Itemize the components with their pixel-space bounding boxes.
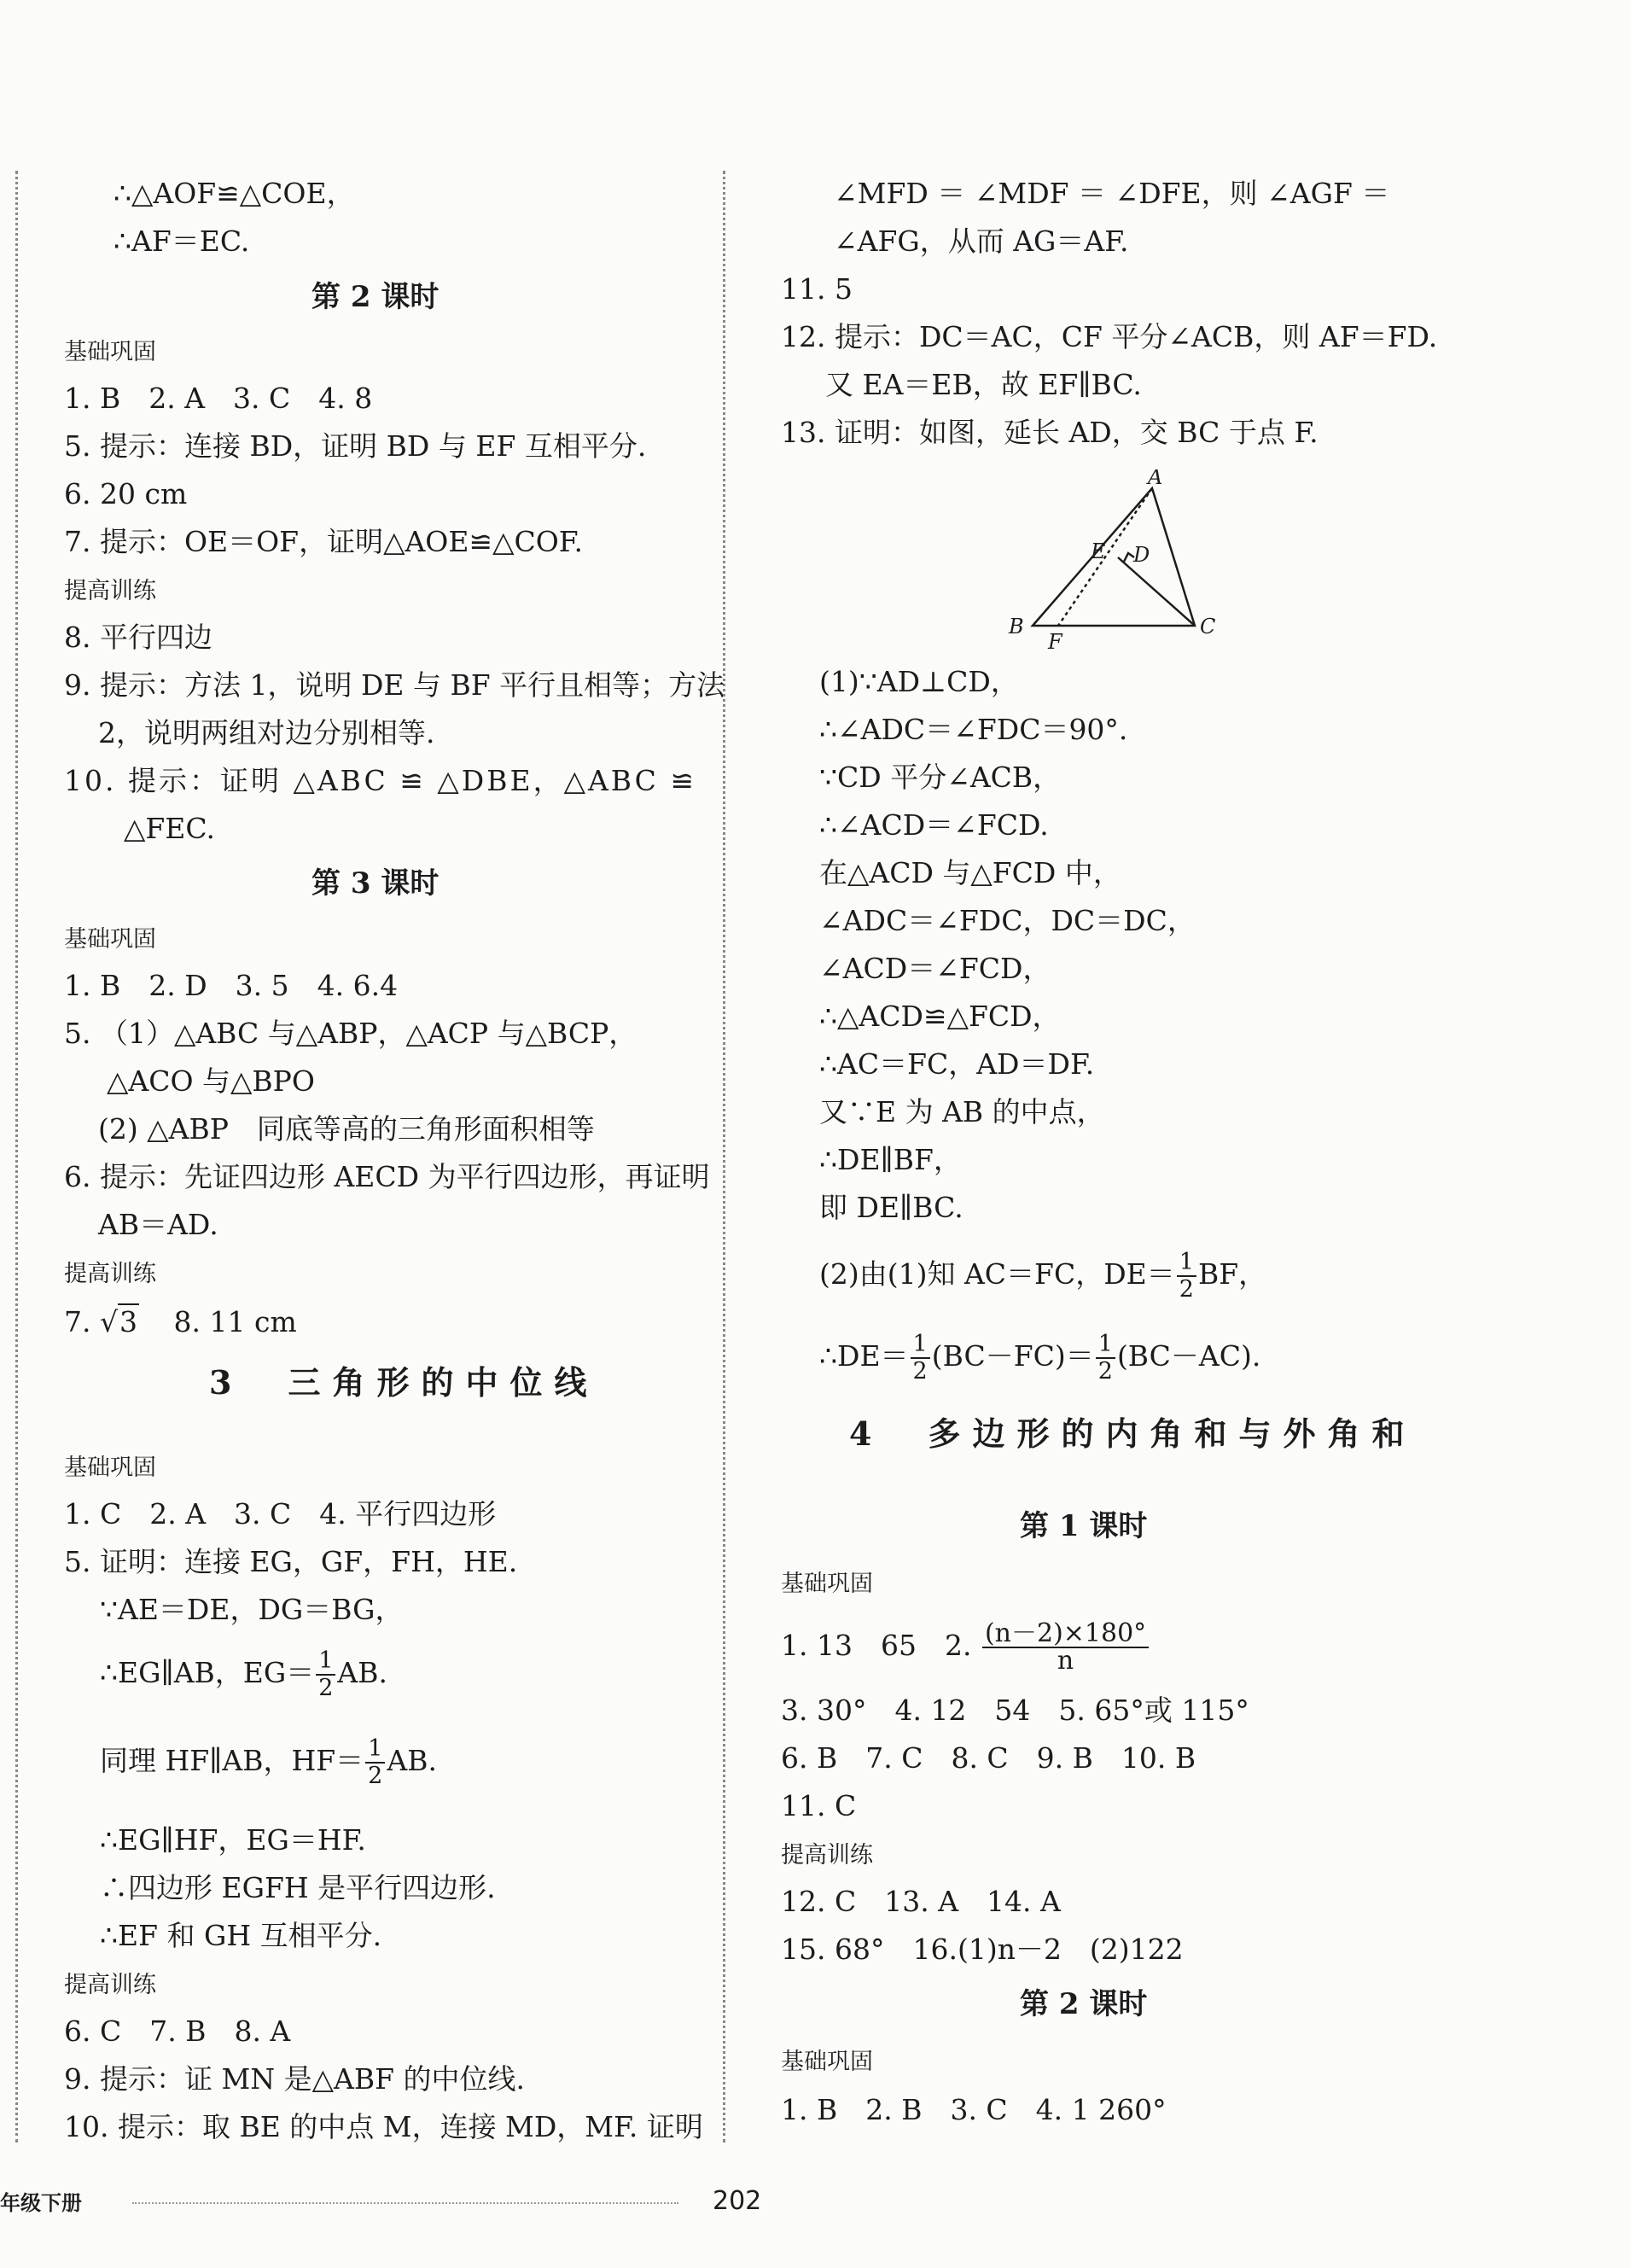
answer-line: 12. 提示：DC＝AC，CF 平分∠ACB，则 AF＝FD.: [781, 320, 1438, 353]
proof-line: 在△ACD 与△FCD 中，: [819, 856, 1121, 889]
answer-line: 9. 提示：证 MN 是△ABF 的中位线.: [64, 2062, 525, 2096]
proof-line: 又∵E 为 AB 的中点，: [819, 1095, 1105, 1128]
binding-margin-line: [15, 171, 18, 2143]
answer-line: △FEC.: [124, 812, 215, 845]
answer-line: 8. 平行四边: [64, 621, 212, 654]
lesson-heading: 第 3 课时: [311, 866, 440, 901]
answer-line: 3. 30° 4. 12 54 5. 65°或 115°: [781, 1694, 1249, 1727]
section-label: 提高训练: [781, 1842, 873, 1869]
fraction-numerator: (n－2)×180°: [982, 1621, 1149, 1648]
fraction-denominator: 2: [1179, 1276, 1194, 1303]
answer-line: 1. B 2. B 3. C 4. 1 260°: [781, 2093, 1167, 2126]
answer-line: 9. 提示：方法 1，说明 DE 与 BF 平行且相等；方法: [64, 668, 725, 702]
lesson-heading: 第 1 课时: [1020, 1509, 1148, 1543]
label-e: E: [1091, 539, 1106, 563]
answer-number: 7.: [64, 1305, 91, 1338]
fraction-denominator: 2: [1097, 1358, 1113, 1385]
fraction: [1096, 1332, 1115, 1385]
proof-text: BF，: [1197, 1257, 1267, 1291]
fraction-denominator: 2: [318, 1675, 334, 1701]
answer-line: 1. B 2. A 3. C 4. 8: [64, 382, 373, 415]
answer-text: 同理 HF∥AB，HF＝: [100, 1744, 364, 1777]
footer-grade: 年级下册: [0, 2191, 82, 2215]
answer-line: 6. C 7. B 8. A: [64, 2014, 291, 2048]
answer-line: 11. 5: [781, 272, 853, 306]
section-label: 提高训练: [64, 1261, 156, 1287]
answer-line: 12. C 13. A 14. A: [781, 1885, 1061, 1918]
section-label: 提高训练: [64, 578, 156, 604]
label-b: B: [1009, 615, 1024, 638]
column-divider: [723, 171, 725, 2143]
answer-text: AB.: [337, 1656, 387, 1689]
answer-text: ∴EG∥AB，EG＝: [100, 1656, 315, 1689]
lesson-heading: 第 2 课时: [311, 280, 440, 314]
proof-line: 即 DE∥BC.: [819, 1191, 963, 1224]
answer-line: 1. B 2. D 3. 5 4. 6.4: [64, 969, 399, 1002]
footer-divider: [132, 2202, 678, 2204]
answer-line: 又 EA＝EB，故 EF∥BC.: [825, 368, 1142, 401]
fraction-denominator: 2: [912, 1358, 928, 1385]
answer-line: 6. B 7. C 8. C 9. B 10. B: [781, 1741, 1196, 1775]
answer-line: ∠MFD ＝ ∠MDF ＝ ∠DFE，则 ∠AGF ＝: [834, 177, 1390, 210]
answer-line: [100, 1641, 387, 1705]
answer-line: ∴EG∥HF，EG＝HF.: [100, 1823, 366, 1857]
proof-text: (2)由(1)知 AC＝FC，DE＝: [819, 1257, 1175, 1291]
answer-line: 15. 68° 16.(1)n－2 (2)122: [781, 1933, 1184, 1966]
text-line: ∴AF＝EC.: [114, 224, 250, 258]
page-number: 202: [713, 2186, 762, 2216]
answer-line: 7. 提示：OE＝OF，证明△AOE≌△COF.: [64, 525, 584, 558]
answer-line: 5. （1）△ABC 与△ABP，△ACP 与△BCP，: [64, 1017, 637, 1050]
proof-line: ∵CD 平分∠ACB，: [819, 761, 1062, 794]
proof-line: ∠ACD＝∠FCD，: [819, 952, 1051, 985]
section-label: 基础巩固: [64, 926, 156, 953]
section-label: 提高训练: [64, 1972, 156, 1998]
proof-line: [819, 1242, 1266, 1307]
answer-text: 8. 11 cm: [173, 1305, 297, 1338]
fraction-numerator: 1: [911, 1332, 930, 1359]
proof-line: ∴AC＝FC，AD＝DF.: [819, 1047, 1095, 1081]
answer-line: 6. 提示：先证四边形 AECD 为平行四边形，再证明: [64, 1160, 710, 1193]
fraction-denominator: 2: [368, 1763, 383, 1789]
answer-line: (2) △ABP 同底等高的三角形面积相等: [98, 1112, 595, 1146]
proof-text: (BC－AC).: [1116, 1339, 1261, 1373]
fraction: [316, 1648, 335, 1701]
fraction-numerator: 1: [1096, 1332, 1115, 1359]
answer-line: ∴四边形 EGFH 是平行四边形.: [100, 1871, 496, 1904]
answer-line: 5. 提示：连接 BD，证明 BD 与 EF 互相平分.: [64, 429, 647, 463]
proof-text: (BC－FC)＝: [931, 1339, 1094, 1373]
triangle-figure: [990, 469, 1246, 657]
fraction: [365, 1736, 385, 1789]
section-label: 基础巩固: [64, 1455, 156, 1481]
lesson-heading: 第 2 课时: [1020, 1987, 1148, 2021]
answer-line: AB＝AD.: [98, 1208, 218, 1241]
answer-line: [781, 1613, 1150, 1678]
section-label: 基础巩固: [781, 1571, 873, 1597]
text-line: ∴△AOF≌△COE，: [114, 177, 355, 210]
sqrt-symbol: √: [100, 1305, 119, 1338]
section-title: 3 三角形的中位线: [209, 1363, 599, 1402]
fraction-denominator: n: [1057, 1646, 1074, 1676]
answer-line: 11. C: [781, 1789, 857, 1822]
fraction: [911, 1332, 930, 1385]
answer-line: 10. 提示：取 BE 的中点 M，连接 MD，MF. 证明: [64, 2110, 703, 2143]
section-title: 4 多边形的内角和与外角和: [849, 1414, 1417, 1453]
fraction-numerator: 1: [316, 1648, 335, 1676]
answer-text: 1. 13 65 2.: [781, 1629, 972, 1662]
answer-line: △ACO 与△BPO: [107, 1064, 315, 1098]
proof-text: ∴DE＝: [819, 1339, 909, 1373]
answer-line: 1. C 2. A 3. C 4. 平行四边形: [64, 1497, 497, 1530]
label-d: D: [1133, 543, 1150, 567]
proof-line: (1)∵AD⊥CD，: [819, 665, 1019, 698]
answer-line: 10. 提示：证明 △ABC ≌ △DBE，△ABC ≌: [64, 764, 697, 797]
answer-text: AB.: [387, 1744, 437, 1777]
answer-line: [64, 1305, 297, 1339]
section-label: 基础巩固: [781, 2049, 873, 2075]
answer-line: [100, 1729, 437, 1793]
fraction-numerator: 1: [1177, 1250, 1196, 1277]
proof-line: [819, 1324, 1260, 1389]
proof-line: ∴∠ADC＝∠FDC＝90°.: [819, 713, 1128, 746]
fraction: [982, 1618, 1149, 1676]
fraction-numerator: 1: [365, 1736, 385, 1764]
sqrt-radicand: 3: [119, 1305, 138, 1338]
label-c: C: [1200, 615, 1216, 638]
proof-line: ∴△ACD≌△FCD，: [819, 1000, 1061, 1033]
answer-line: 6. 20 cm: [64, 477, 188, 510]
label-a: A: [1148, 469, 1163, 489]
label-f: F: [1048, 630, 1062, 654]
answer-line: 13. 证明：如图，延长 AD，交 BC 于点 F.: [781, 416, 1319, 449]
proof-line: ∠ADC＝∠FDC，DC＝DC，: [819, 904, 1196, 937]
answer-line: ∴EF 和 GH 互相平分.: [100, 1919, 382, 1952]
proof-line: ∴∠ACD＝∠FCD.: [819, 808, 1049, 842]
proof-line: ∴DE∥BF，: [819, 1143, 962, 1176]
fraction: [1177, 1250, 1196, 1303]
answer-line: ∠AFG，从而 AG＝AF.: [834, 224, 1129, 258]
answer-line: ∵AE＝DE，DG＝BG，: [100, 1593, 404, 1626]
section-label: 基础巩固: [64, 339, 156, 365]
answer-line: 2，说明两组对边分别相等.: [98, 716, 435, 749]
answer-line: 5. 证明：连接 EG，GF，FH，HE.: [64, 1545, 518, 1578]
